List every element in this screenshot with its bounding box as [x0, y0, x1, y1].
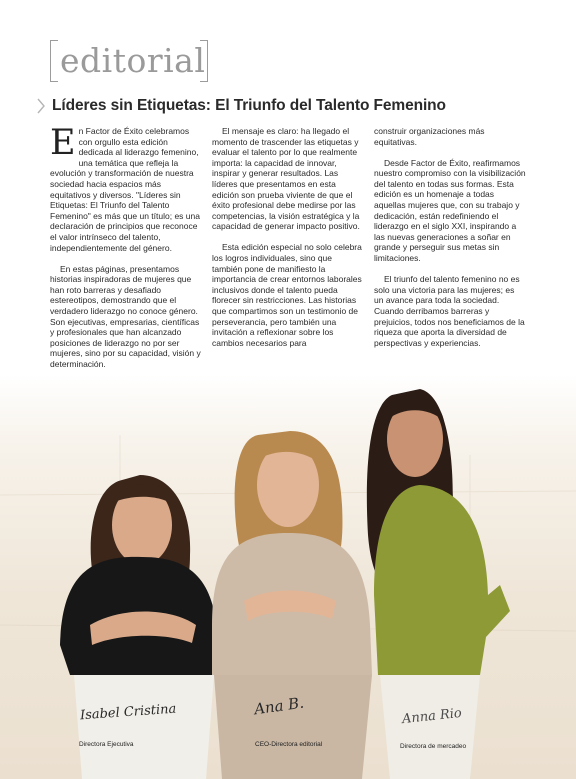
- group-photo: [0, 375, 576, 779]
- role-label-right: Directora de mercadeo: [400, 743, 467, 750]
- paragraph: construir organizaciones más equitativas.: [374, 126, 485, 147]
- text-column-2: [212, 126, 362, 359]
- paragraph: [50, 123, 202, 253]
- masthead-left-bracket: [50, 40, 58, 82]
- role-label-center: CEO-Directora editorial: [255, 741, 323, 748]
- signature-center: Ana B.: [252, 693, 306, 719]
- paragraph: El mensaje es claro: ha llegado el momento de trascender las etiquetas y evaluar el talento por lo que realmente importa: la capacidad de innovar, inspirar y generar resultados. Las líderes que presentamos en esta edición son prueba viviente de que el éxito profesional debe medirse por las competencias, la visión estratégica y la capacidad de generar impacto positivo.: [212, 126, 360, 232]
- masthead-right-bracket: [200, 40, 208, 82]
- role-label-left: Directora Ejecutiva: [79, 741, 134, 748]
- person-center: [212, 431, 372, 779]
- section-label: editorial: [60, 41, 206, 80]
- paragraph: El triunfo del talento femenino no es solo una victoria para las mujeres; es un avance para toda la sociedad. Cuando derribamos barreras y prejuicios, todos nos beneficiamos de la riqueza que aporta la diversidad de perspectivas y experiencias.: [374, 274, 525, 348]
- text-column-3: [374, 126, 526, 359]
- chevron-right-icon: [36, 98, 46, 114]
- paragraph-text: n Factor de Éxito celebramos con orgullo esta edición dedicada al liderazgo femenino, una temática que refleja la evolución y transformación de nuestra sociedad hacia espacios más equitativos y diversos. "Líderes sin Etiquetas: El Triunfo del Talento Femenino" es más que un título; es una declaración de principios que reconoce el valor intrínseco del talento, independientemente del género.: [50, 126, 200, 253]
- paragraph: Esta edición especial no solo celebra los logros individuales, sino que también pone de manifiesto la importancia de crear entornos laborales inclusivos donde el talento pueda florecer sin restricciones. Las historias que compartimos son un testimonio de perseverancia, pero también una invitación a reflexionar sobre los cambios necesarios para: [212, 242, 362, 348]
- text-column-1: [50, 123, 202, 380]
- person-left: [60, 475, 218, 779]
- drop-cap: E: [50, 123, 76, 163]
- section-masthead: [50, 40, 208, 84]
- article-headline: [36, 94, 446, 118]
- paragraph: Desde Factor de Éxito, reafirmamos nuestro compromiso con la visibilización del talento en todas sus formas. Esta edición es un homenaje a todas aquellas mujeres que, con su trabajo y dedicación, están redefiniendo el liderazgo en el siglo XXI, inspirando a las nuevas generaciones a soñar en grande y perseguir sus metas sin limitaciones.: [374, 157, 526, 264]
- paragraph: En estas páginas, presentamos historias inspiradoras de mujeres que han roto barreras y desafiado estereotipos, demostrando que el verdadero liderazgo no conoce género. Son ejecutivas, empresarias, científicas y profesionales que han alcanzado posiciones de liderazgo no por ser mujeres, sino por su capacidad, visión y determinación.: [50, 263, 201, 369]
- signature-left: Isabel Cristina: [79, 701, 177, 724]
- signature-right: Anna Rio: [401, 705, 463, 728]
- article-title: Líderes sin Etiquetas: El Triunfo del Talento Femenino: [52, 97, 446, 114]
